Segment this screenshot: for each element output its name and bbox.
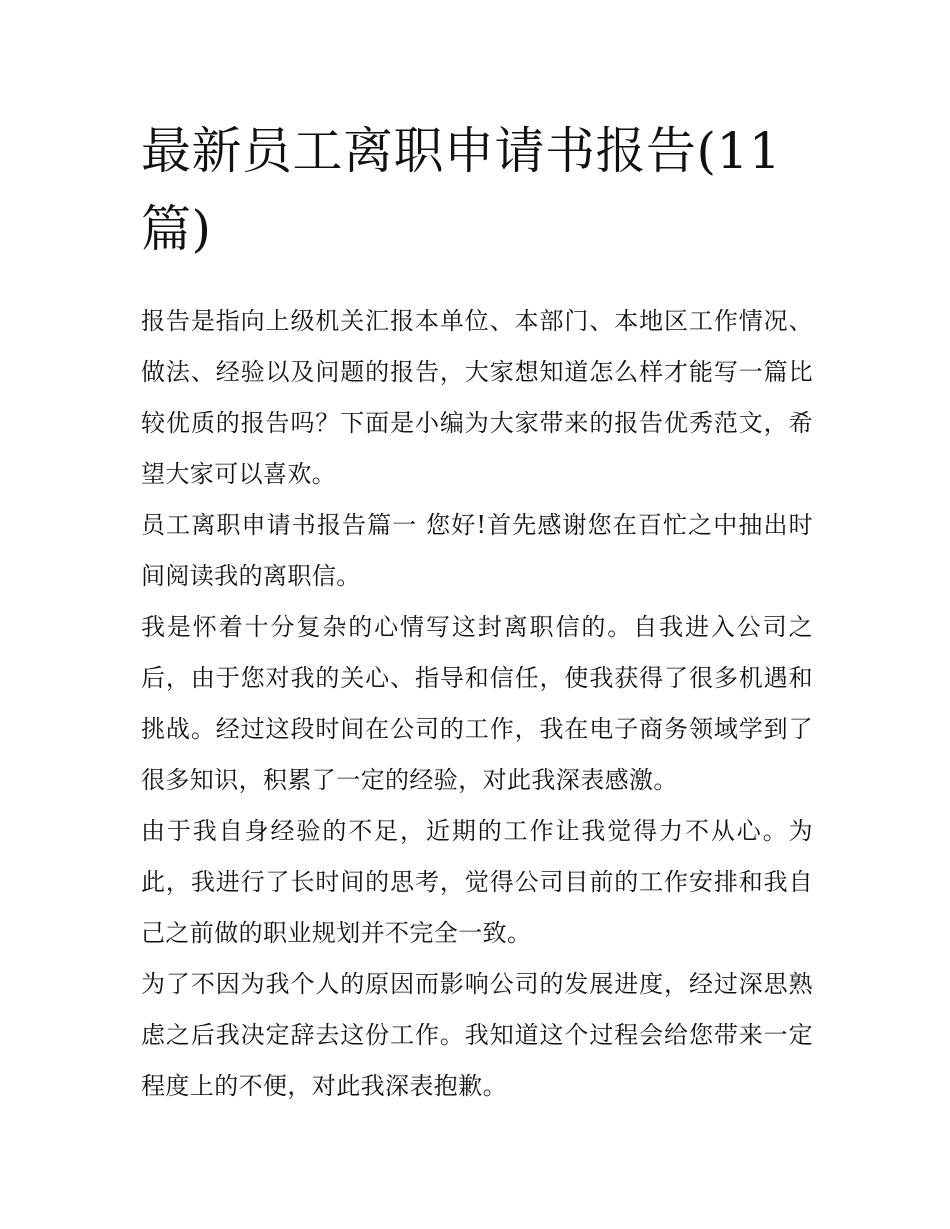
document-body [141, 296, 813, 1112]
paragraph-decision: 为了不因为我个人的原因而影响公司的发展进度，经过深思熟虑之后我决定辞去这份工作。我知道这个过程会给您带来一定程度上的不便，对此我深表抱歉。 [141, 970, 813, 1100]
paragraph-greeting: 员工离职申请书报告篇一 您好!首先感谢您在百忙之中抽出时间阅读我的离职信。 [141, 511, 813, 590]
paragraph-gratitude: 我是怀着十分复杂的心情写这封离职信的。自我进入公司之后，由于您对我的关心、指导和信任，使我获得了很多机遇和挑战。经过这段时间在公司的工作，我在电子商务领域学到了很多知识，积累了一定的经验，对此我深表感激。 [141, 613, 813, 794]
paragraph-reason: 由于我自身经验的不足，近期的工作让我觉得力不从心。为此，我进行了长时间的思考，觉得公司目前的工作安排和我自己之前做的职业规划并不完全一致。 [141, 817, 813, 947]
document-title: 最新员工离职申请书报告(11篇) [141, 122, 782, 258]
paragraph-intro: 报告是指向上级机关汇报本单位、本部门、本地区工作情况、做法、经验以及问题的报告，大家想知道怎么样才能写一篇比较优质的报告吗？下面是小编为大家带来的报告优秀范文，希望大家可以喜欢。 [141, 307, 813, 488]
document-page [141, 112, 813, 1112]
